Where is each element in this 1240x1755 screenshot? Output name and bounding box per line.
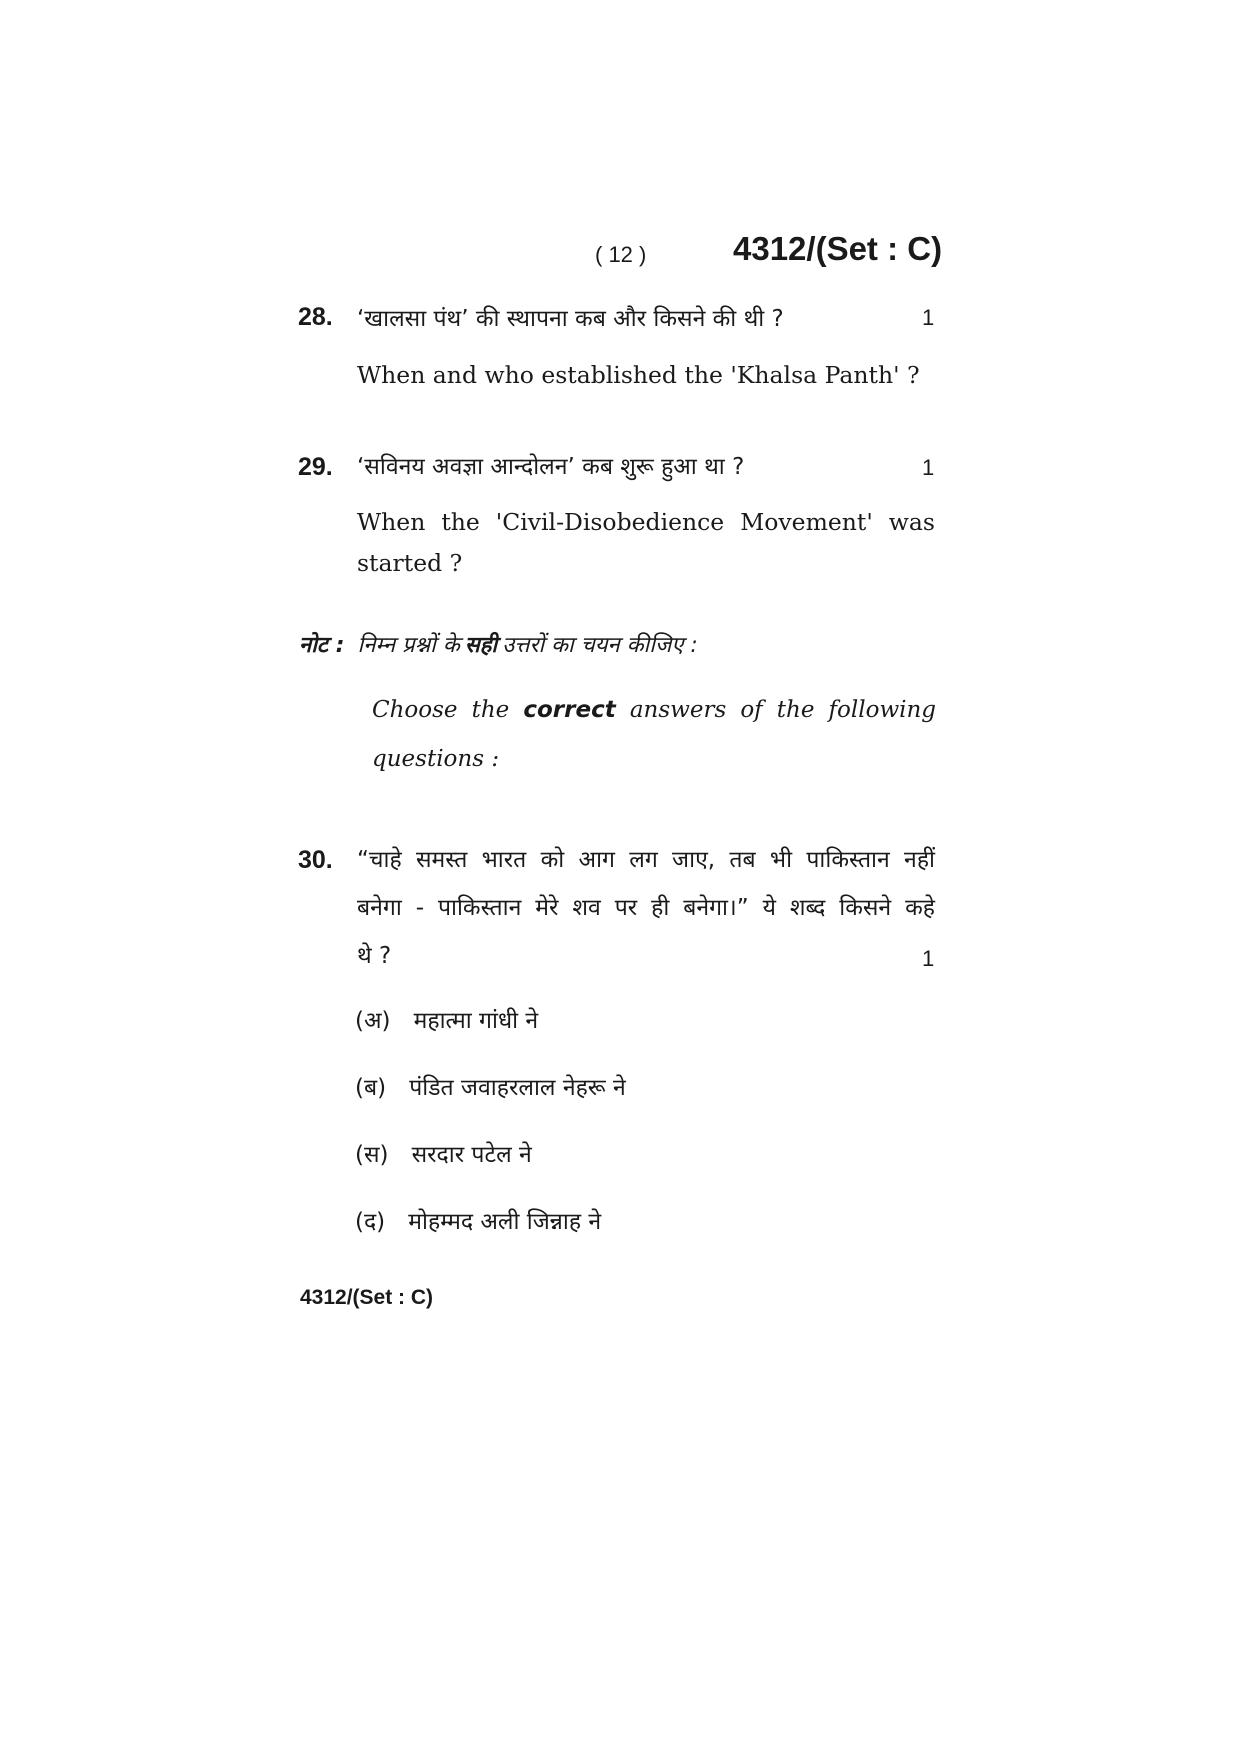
question-28-english: When and who established the 'Khalsa Panth' ? [357,361,920,389]
option-label: (ब) [355,1075,387,1101]
note-english-text-2: answers of the following [629,697,937,723]
option-text: पंडित जवाहरलाल नेहरू ने [409,1075,626,1101]
question-28-marks: 1 [922,305,935,330]
paper-code-footer: 4312/(Set : C) [300,1286,434,1309]
question-29-hindi: ‘सविनय अवज्ञा आन्दोलन’ कब शुरू हुआ था ? [357,454,745,480]
paper-code-header: 4312/(Set : C) [733,230,943,267]
note-english-emphasis: correct [523,697,616,723]
option-c[interactable] [355,1137,532,1169]
question-30-hindi-line-2: बनेगा - पाकिस्तान मेरे शव पर ही बनेगा।” ये शब्द किसने कहे [357,895,935,921]
note-hindi-emphasis: सही [464,633,498,658]
question-29-english-line-2: started ? [357,549,463,577]
option-d[interactable] [355,1204,601,1236]
question-29-marks: 1 [922,455,935,480]
option-text: मोहम्मद अली जिन्नाह ने [408,1209,602,1235]
question-number-29: 29. [298,453,333,481]
note-hindi-text-1: निम्न प्रश्नों के [357,633,460,658]
page-number: ( 12 ) [595,242,647,267]
note-label: नोट : [299,633,345,658]
question-number-30: 30. [298,846,333,874]
question-29-english-line-1: When the 'Civil-Disobedience Movement' was [357,508,935,536]
instruction-note-english-line-1 [372,697,936,723]
instruction-note-hindi [299,629,698,659]
note-hindi-text-2: उत्तरों का चयन कीजिए : [502,633,698,658]
option-a[interactable] [355,1003,538,1035]
question-30-hindi-line-3: थे ? [357,943,392,969]
option-text: सरदार पटेल ने [411,1142,532,1168]
instruction-note-english-line-2: questions : [372,746,500,772]
option-text: महात्मा गांधी ने [413,1008,539,1034]
option-b[interactable] [355,1070,626,1102]
note-english-text-1: Choose the [372,697,510,723]
option-label: (द) [355,1209,386,1235]
option-label: (स) [355,1142,389,1168]
question-30-hindi-line-1: “चाहे समस्त भारत को आग लग जाए, तब भी पाकिस्तान नहीं [357,847,935,873]
question-number-28: 28. [298,303,333,331]
option-label: (अ) [355,1008,391,1034]
question-30-marks: 1 [922,946,935,971]
question-28-hindi: ‘खालसा पंथ’ की स्थापना कब और किसने की थी ? [357,306,784,332]
